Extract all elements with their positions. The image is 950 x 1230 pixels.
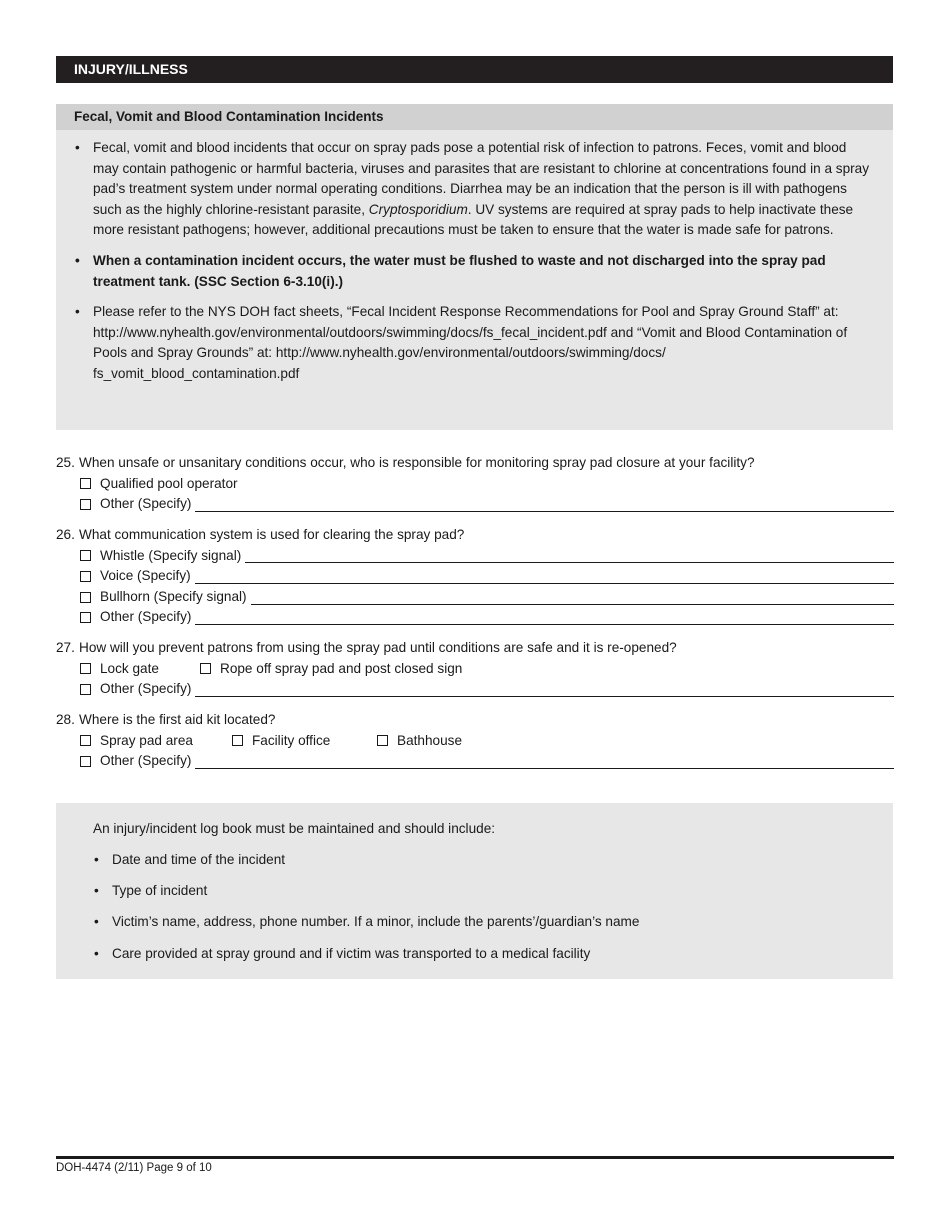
contamination-bullet-list [74,138,874,395]
q28-spray-pad-area-checkbox[interactable] [80,735,91,746]
q28-option-other [56,751,894,772]
incident-log-item-victim: • Victim’s name, address, phone number. If a minor, include the parents’/guardian’s name [93,912,873,933]
contamination-bullet-factsheets: • Please refer to the NYS DOH fact sheets, “Fecal Incident Response Recommendations for Pool and Spray Ground Staff” at: http://www.nyhealth.gov/environmental/outdoors/swimming/docs/fs_fecal_incident.pdf and “Vomit and Blood Contamination of Pools and Spray Grounds” at: http://www.nyhealth.gov/environmental/outdoors/swimming/docs/ fs_vomit_blood_contamination.pdf [74,302,874,384]
q27-option-rope-off [200,659,462,680]
q26-whistle-specify-line[interactable] [245,548,894,563]
q28-facility-office-label: Facility office [252,732,331,748]
q27-option-lock-gate [80,659,200,680]
question-26-number: 26. [56,527,75,542]
q25-other-specify-line[interactable] [195,497,894,512]
q27-options-row [56,659,894,680]
q26-option-bullhorn [56,587,894,608]
incident-log-item-date: • Date and time of the incident [93,850,873,871]
question-27 [56,638,894,700]
incident-log-item-care: • Care provided at spray ground and if victim was transported to a medical facility [93,944,873,965]
contamination-bullet-flush: • When a contamination incident occurs, the water must be flushed to waste and not discharged into the spray pad treatment tank. (SSC Section 6-3.10(i).) [74,251,874,292]
q25-option-qualified-operator [56,474,894,495]
question-28 [56,710,894,772]
footer-form-number: DOH-4474 (2/11) Page 9 of 10 [56,1162,212,1174]
q26-option-voice [56,566,894,587]
q28-other-specify-line[interactable] [195,754,894,769]
question-28-number: 28. [56,712,75,727]
q25-qualified-operator-label: Qualified pool operator [100,475,238,491]
contamination-info-box [56,104,893,430]
question-25 [56,453,894,515]
q25-option-other [56,494,894,515]
section-title: INJURY/ILLNESS [74,61,188,77]
question-26-text: What communication system is used for clearing the spray pad? [79,527,465,542]
q26-bullhorn-label: Bullhorn (Specify signal) [100,588,247,604]
q28-spray-pad-area-label: Spray pad area [100,732,193,748]
contamination-heading: Fecal, Vomit and Blood Contamination Incidents [56,104,893,130]
q28-option-facility-office [232,731,377,752]
q27-other-label: Other (Specify) [100,681,192,697]
footer-divider [56,1156,894,1159]
q28-options-row [56,731,894,752]
q27-lock-gate-label: Lock gate [100,660,159,676]
section-title-bar [56,56,893,83]
question-28-text: Where is the first aid kit located? [79,712,276,727]
q26-voice-label: Voice (Specify) [100,568,191,584]
question-26 [56,525,894,628]
incident-log-box [56,803,893,979]
q26-bullhorn-checkbox[interactable] [80,592,91,603]
q26-whistle-label: Whistle (Specify signal) [100,547,242,563]
contamination-bullet-risk: • Fecal, vomit and blood incidents that occur on spray pads pose a potential risk of infection to patrons. Feces, vomit and blood may contain pathogenic or harmful bacteria, viruses and parasites that are resistant to chlorine at concentrations found in a spray pad’s treatment system under normal operating conditions. Diarrhea may be an indication that the person is ill with pathogens such as the highly chlorine-resistant parasite, Cryptosporidium. UV systems are required at spray pads to help inactivate these more resistant pathogens; however, additional precautions must be taken to ensure that the water is made safe for patrons. [74,138,874,241]
q28-facility-office-checkbox[interactable] [232,735,243,746]
q26-voice-specify-line[interactable] [195,569,894,584]
question-27-text: How will you prevent patrons from using the spray pad until conditions are safe and it is re-opened? [79,640,677,655]
q28-other-checkbox[interactable] [80,756,91,767]
question-27-number: 27. [56,640,75,655]
q28-bathhouse-checkbox[interactable] [377,735,388,746]
q26-bullhorn-specify-line[interactable] [251,590,894,605]
q25-other-checkbox[interactable] [80,499,91,510]
q27-other-checkbox[interactable] [80,684,91,695]
q28-option-bathhouse [377,731,462,752]
q25-other-label: Other (Specify) [100,496,192,512]
q27-rope-off-label: Rope off spray pad and post closed sign [220,660,463,676]
q27-lock-gate-checkbox[interactable] [80,663,91,674]
question-25-text: When unsafe or unsanitary conditions occur, who is responsible for monitoring spray pad closure at your facility? [79,455,755,470]
incident-log-list [93,850,873,975]
q26-other-label: Other (Specify) [100,609,192,625]
cryptosporidium-term: Cryptosporidium [368,201,468,217]
q27-rope-off-checkbox[interactable] [200,663,211,674]
q26-option-whistle [56,546,894,567]
q26-other-specify-line[interactable] [195,610,894,625]
q27-option-other [56,679,894,700]
q25-qualified-operator-checkbox[interactable] [80,478,91,489]
question-25-number: 25. [56,455,75,470]
q27-other-specify-line[interactable] [195,682,894,697]
q28-other-label: Other (Specify) [100,753,192,769]
q28-option-spray-pad-area [80,731,232,752]
incident-log-intro: An injury/incident log book must be maintained and should include: [93,821,496,836]
q26-other-checkbox[interactable] [80,612,91,623]
q26-option-other [56,607,894,628]
q26-whistle-checkbox[interactable] [80,550,91,561]
q28-bathhouse-label: Bathhouse [397,732,463,748]
q26-voice-checkbox[interactable] [80,571,91,582]
incident-log-item-type: • Type of incident [93,881,873,902]
